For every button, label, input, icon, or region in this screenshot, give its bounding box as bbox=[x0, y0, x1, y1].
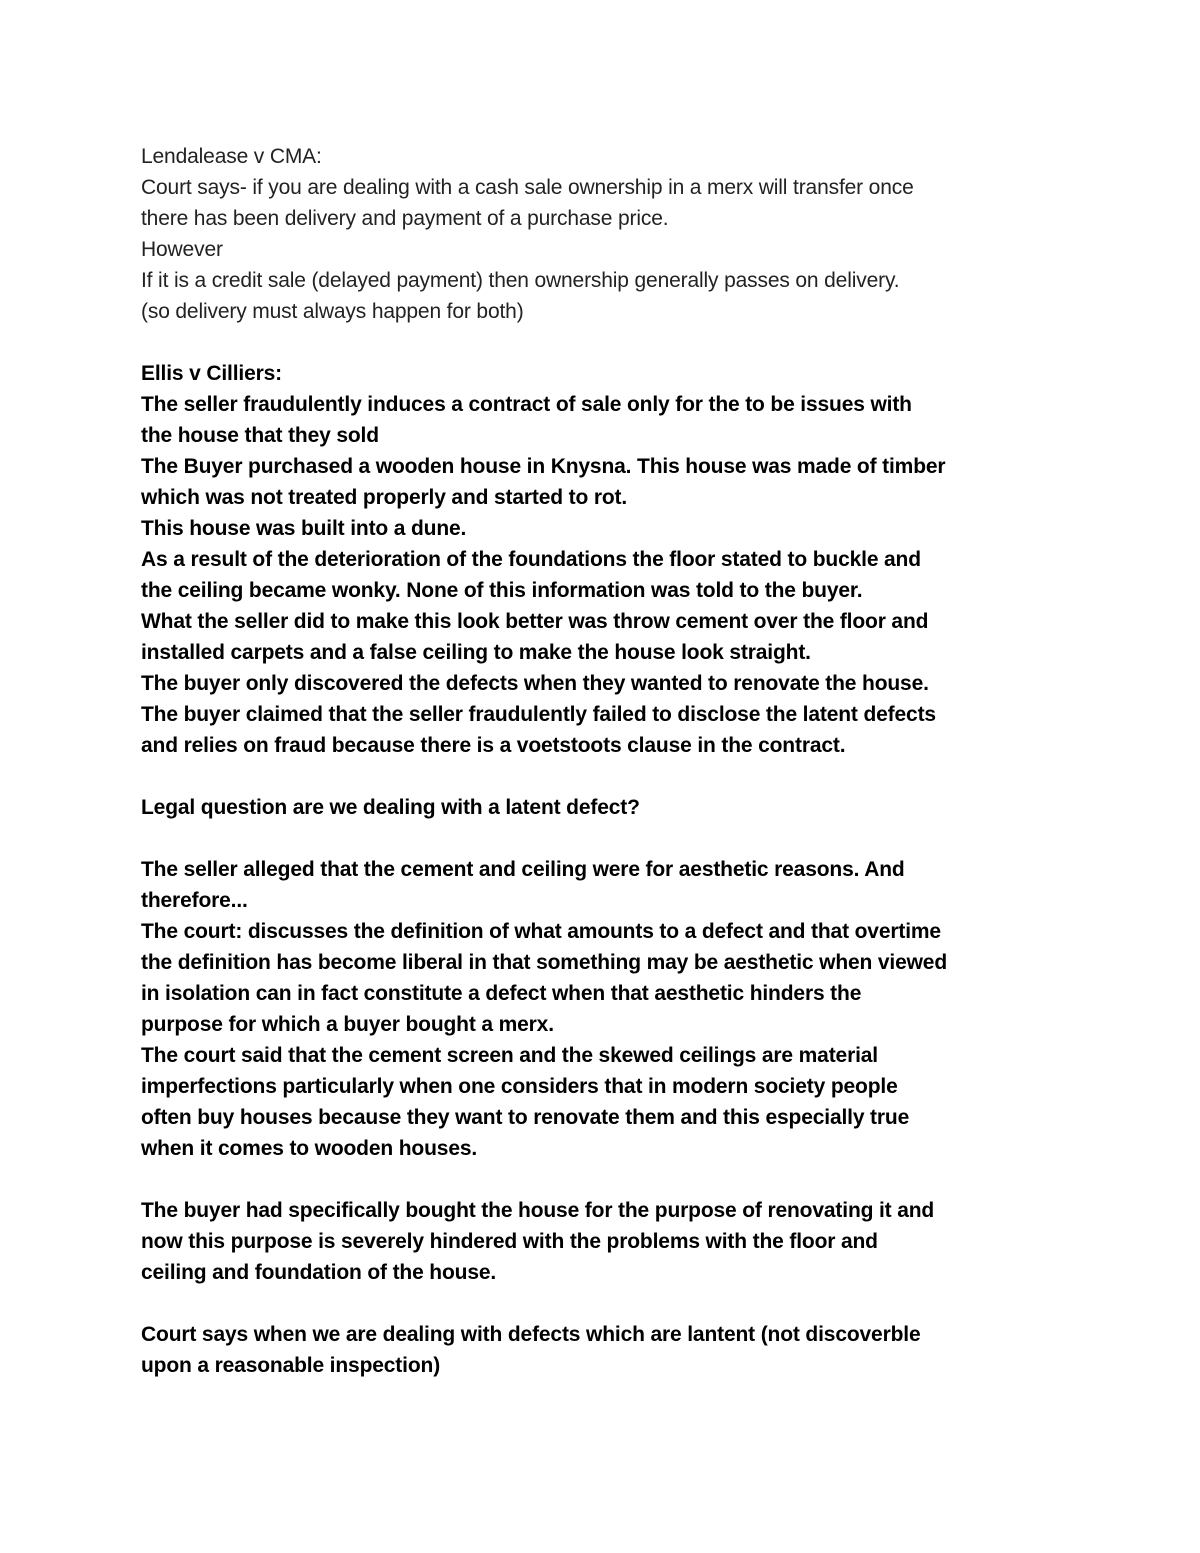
paragraph-line: imperfections particularly when one considers that in modern society people bbox=[141, 1075, 898, 1098]
paragraph-line: The court said that the cement screen and the skewed ceilings are material bbox=[141, 1044, 878, 1067]
paragraph-line: However bbox=[141, 238, 223, 261]
paragraph-spacer bbox=[141, 1164, 1081, 1195]
paragraph-line: upon a reasonable inspection) bbox=[141, 1354, 441, 1377]
paragraph-line: the definition has become liberal in that something may be aesthetic when viewed bbox=[141, 951, 948, 974]
paragraph-line: now this purpose is severely hindered with the problems with the floor and bbox=[141, 1230, 878, 1253]
case-heading-lendalease: Lendalease v CMA: bbox=[141, 145, 322, 168]
paragraph-line: As a result of the deterioration of the foundations the floor stated to buckle and bbox=[141, 548, 921, 571]
paragraph-line: The seller alleged that the cement and ceiling were for aesthetic reasons. And bbox=[141, 858, 905, 881]
paragraph-line: purpose for which a buyer bought a merx. bbox=[141, 1013, 554, 1036]
paragraph-spacer bbox=[141, 823, 1081, 854]
paragraph-spacer bbox=[141, 761, 1081, 792]
paragraph-line: The seller fraudulently induces a contract of sale only for the to be issues with bbox=[141, 393, 912, 416]
paragraph-line: What the seller did to make this look better was throw cement over the floor and bbox=[141, 610, 929, 633]
paragraph-spacer bbox=[141, 327, 1081, 358]
paragraph-line: This house was built into a dune. bbox=[141, 517, 467, 540]
paragraph-line: therefore... bbox=[141, 889, 248, 912]
paragraph-line: The buyer claimed that the seller fraudulently failed to disclose the latent defects bbox=[141, 703, 936, 726]
paragraph-line: If it is a credit sale (delayed payment) then ownership generally passes on delivery. bbox=[141, 269, 900, 292]
paragraph-line: The court: discusses the definition of what amounts to a defect and that overtime bbox=[141, 920, 941, 943]
legal-question: Legal question are we dealing with a latent defect? bbox=[141, 796, 640, 819]
paragraph-line: when it comes to wooden houses. bbox=[141, 1137, 478, 1160]
paragraph-line: the ceiling became wonky. None of this information was told to the buyer. bbox=[141, 579, 863, 602]
document-page bbox=[141, 141, 1081, 1381]
paragraph-line: installed carpets and a false ceiling to make the house look straight. bbox=[141, 641, 811, 664]
paragraph-line: The buyer only discovered the defects when they wanted to renovate the house. bbox=[141, 672, 929, 695]
paragraph-line: and relies on fraud because there is a voetstoots clause in the contract. bbox=[141, 734, 846, 757]
paragraph-line: which was not treated properly and started to rot. bbox=[141, 486, 628, 509]
paragraph-spacer bbox=[141, 1288, 1081, 1319]
paragraph-line: often buy houses because they want to renovate them and this especially true bbox=[141, 1106, 910, 1129]
paragraph-line: Court says when we are dealing with defects which are lantent (not discoverble bbox=[141, 1323, 921, 1346]
paragraph-line: (so delivery must always happen for both) bbox=[141, 300, 524, 323]
paragraph-line: there has been delivery and payment of a purchase price. bbox=[141, 207, 669, 230]
paragraph-line: in isolation can in fact constitute a defect when that aesthetic hinders the bbox=[141, 982, 862, 1005]
paragraph-line: Court says- if you are dealing with a cash sale ownership in a merx will transfer once bbox=[141, 176, 914, 199]
paragraph-line: The Buyer purchased a wooden house in Knysna. This house was made of timber bbox=[141, 455, 946, 478]
paragraph-line: the house that they sold bbox=[141, 424, 379, 447]
paragraph-line: ceiling and foundation of the house. bbox=[141, 1261, 497, 1284]
case-heading-ellis: Ellis v Cilliers: bbox=[141, 362, 283, 385]
paragraph-line: The buyer had specifically bought the house for the purpose of renovating it and bbox=[141, 1199, 935, 1222]
